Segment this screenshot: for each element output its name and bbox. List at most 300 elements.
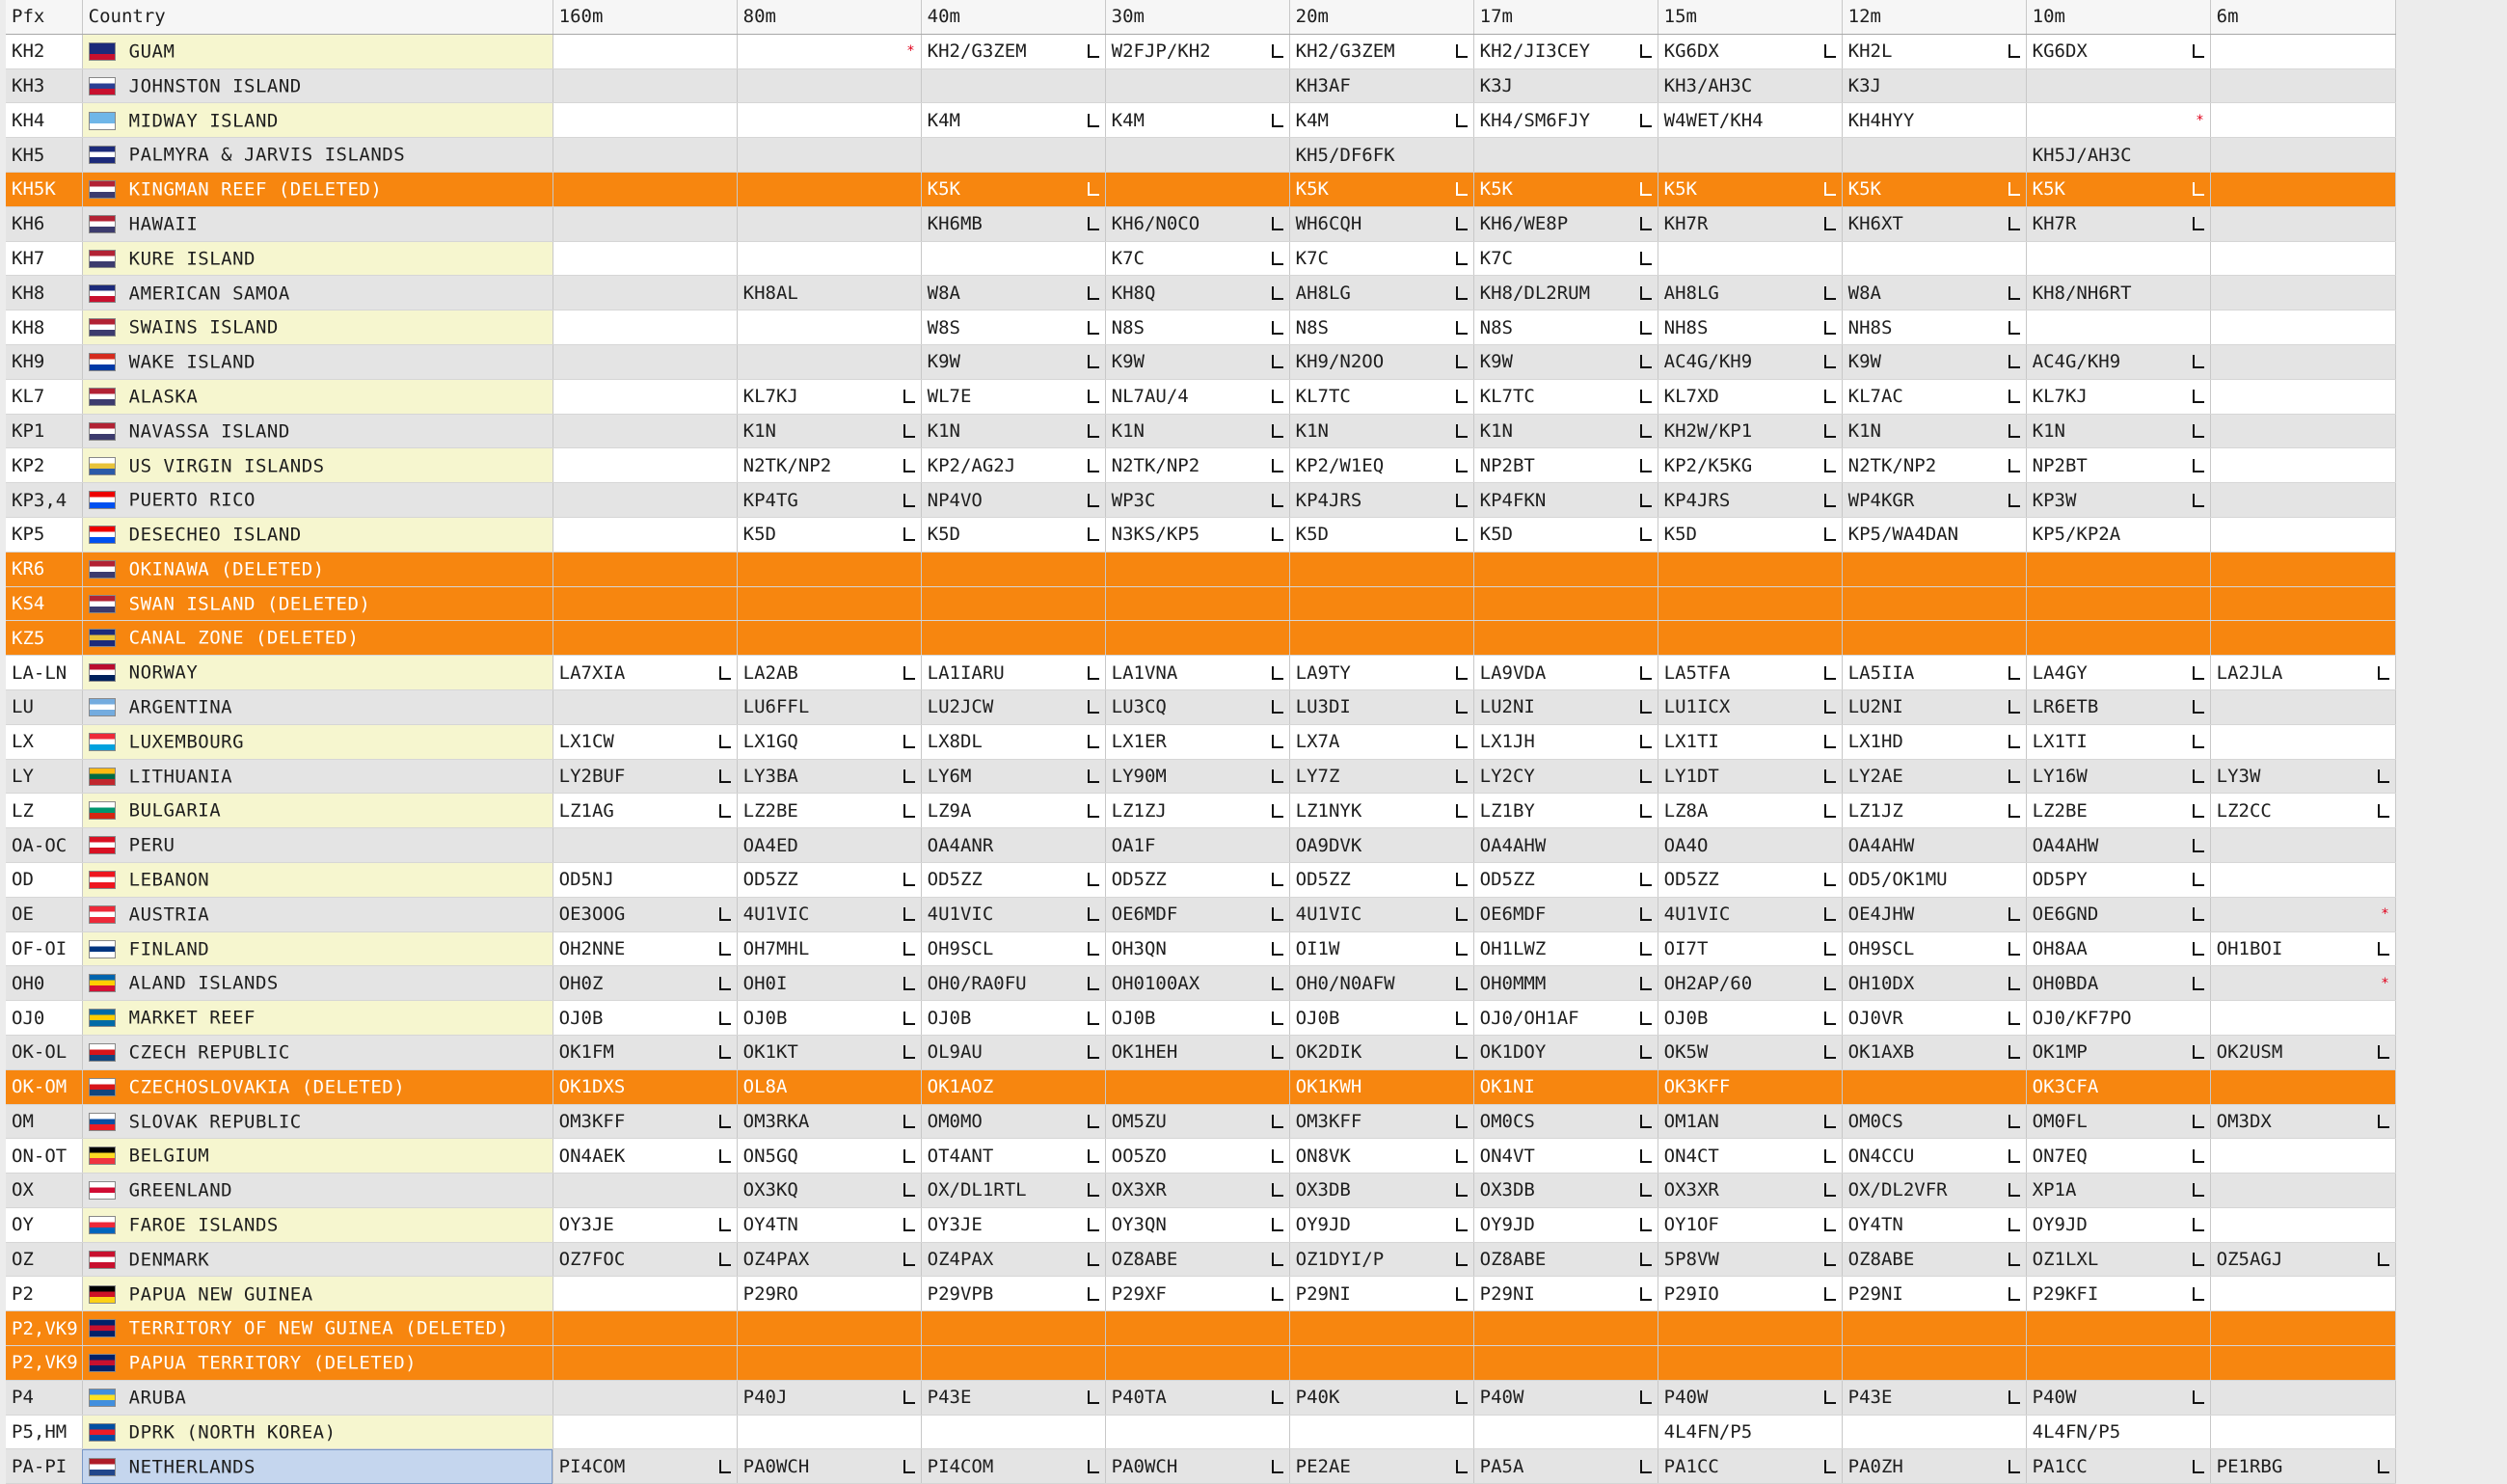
- band-cell-160m[interactable]: [553, 966, 737, 1001]
- band-cell-80m[interactable]: [737, 794, 921, 828]
- band-cell-17m[interactable]: [1473, 379, 1658, 414]
- band-cell-12m[interactable]: [1842, 1242, 2026, 1277]
- band-cell-17m[interactable]: [1473, 241, 1658, 276]
- prefix-cell[interactable]: KH5K: [6, 172, 82, 206]
- band-cell-12m[interactable]: [1842, 931, 2026, 966]
- band-cell-15m[interactable]: [1658, 689, 1842, 724]
- band-cell-6m[interactable]: [2210, 1035, 2395, 1069]
- country-cell[interactable]: [82, 759, 553, 794]
- column-header-10m[interactable]: 10m: [2026, 0, 2210, 34]
- band-cell-17m[interactable]: [1473, 897, 1658, 931]
- band-cell-15m[interactable]: [1658, 1242, 1842, 1277]
- band-cell-80m[interactable]: [737, 759, 921, 794]
- country-cell[interactable]: [82, 552, 553, 586]
- prefix-cell[interactable]: PA-PI: [6, 1449, 82, 1484]
- table-row[interactable]: [6, 1069, 2395, 1104]
- column-header-17m[interactable]: 17m: [1473, 0, 1658, 34]
- band-cell-80m[interactable]: [737, 724, 921, 759]
- band-cell-17m[interactable]: [1473, 1242, 1658, 1277]
- band-cell-10m[interactable]: [2026, 1449, 2210, 1484]
- band-cell-17m[interactable]: [1473, 1035, 1658, 1069]
- band-cell-6m[interactable]: [2210, 1069, 2395, 1104]
- band-cell-6m[interactable]: [2210, 724, 2395, 759]
- band-cell-6m[interactable]: [2210, 1380, 2395, 1415]
- band-cell-40m[interactable]: [921, 1346, 1105, 1381]
- band-cell-80m[interactable]: [737, 1069, 921, 1104]
- country-cell[interactable]: [82, 103, 553, 138]
- band-cell-160m[interactable]: [553, 1242, 737, 1277]
- band-cell-6m[interactable]: [2210, 828, 2395, 863]
- band-cell-30m[interactable]: [1105, 621, 1289, 656]
- band-cell-80m[interactable]: [737, 1207, 921, 1242]
- band-cell-80m[interactable]: [737, 414, 921, 448]
- band-cell-80m[interactable]: [737, 621, 921, 656]
- band-cell-20m[interactable]: [1289, 241, 1473, 276]
- band-cell-12m[interactable]: [1842, 1174, 2026, 1208]
- band-cell-160m[interactable]: [553, 689, 737, 724]
- band-cell-40m[interactable]: [921, 1380, 1105, 1415]
- band-cell-40m[interactable]: [921, 1415, 1105, 1449]
- band-cell-17m[interactable]: [1473, 1277, 1658, 1311]
- band-cell-30m[interactable]: [1105, 1380, 1289, 1415]
- band-cell-17m[interactable]: [1473, 689, 1658, 724]
- band-cell-10m[interactable]: [2026, 1139, 2210, 1174]
- band-cell-20m[interactable]: [1289, 552, 1473, 586]
- band-cell-40m[interactable]: [921, 794, 1105, 828]
- band-cell-15m[interactable]: [1658, 517, 1842, 552]
- prefix-cell[interactable]: KS4: [6, 586, 82, 621]
- band-cell-12m[interactable]: [1842, 103, 2026, 138]
- prefix-cell[interactable]: OJ0: [6, 1001, 82, 1036]
- table-row[interactable]: [6, 794, 2395, 828]
- band-cell-6m[interactable]: [2210, 621, 2395, 656]
- band-cell-160m[interactable]: [553, 1277, 737, 1311]
- band-cell-10m[interactable]: [2026, 241, 2210, 276]
- band-cell-20m[interactable]: [1289, 724, 1473, 759]
- prefix-cell[interactable]: OA-OC: [6, 828, 82, 863]
- band-cell-20m[interactable]: [1289, 34, 1473, 68]
- country-cell[interactable]: [82, 621, 553, 656]
- band-cell-40m[interactable]: [921, 206, 1105, 241]
- band-cell-17m[interactable]: [1473, 552, 1658, 586]
- prefix-cell[interactable]: OD: [6, 862, 82, 897]
- band-cell-160m[interactable]: [553, 34, 737, 68]
- country-cell[interactable]: [82, 138, 553, 173]
- band-cell-160m[interactable]: [553, 517, 737, 552]
- band-cell-17m[interactable]: [1473, 34, 1658, 68]
- band-cell-30m[interactable]: [1105, 1001, 1289, 1036]
- band-cell-6m[interactable]: [2210, 1001, 2395, 1036]
- table-row[interactable]: [6, 931, 2395, 966]
- band-cell-40m[interactable]: [921, 724, 1105, 759]
- band-cell-17m[interactable]: [1473, 103, 1658, 138]
- prefix-cell[interactable]: KZ5: [6, 621, 82, 656]
- country-cell[interactable]: [82, 241, 553, 276]
- band-cell-160m[interactable]: [553, 724, 737, 759]
- band-cell-20m[interactable]: [1289, 1001, 1473, 1036]
- band-cell-40m[interactable]: [921, 276, 1105, 310]
- band-cell-80m[interactable]: [737, 862, 921, 897]
- band-cell-17m[interactable]: [1473, 1001, 1658, 1036]
- column-header-30m[interactable]: 30m: [1105, 0, 1289, 34]
- band-cell-10m[interactable]: [2026, 759, 2210, 794]
- band-cell-80m[interactable]: [737, 103, 921, 138]
- band-cell-160m[interactable]: [553, 1415, 737, 1449]
- band-cell-40m[interactable]: [921, 1449, 1105, 1484]
- band-cell-12m[interactable]: [1842, 689, 2026, 724]
- prefix-cell[interactable]: KH8: [6, 310, 82, 345]
- column-header-160m[interactable]: 160m: [553, 0, 737, 34]
- country-cell[interactable]: [82, 68, 553, 103]
- table-row[interactable]: [6, 1001, 2395, 1036]
- band-cell-30m[interactable]: [1105, 414, 1289, 448]
- band-cell-15m[interactable]: [1658, 1174, 1842, 1208]
- band-cell-30m[interactable]: [1105, 1277, 1289, 1311]
- band-cell-17m[interactable]: [1473, 483, 1658, 518]
- band-cell-30m[interactable]: [1105, 206, 1289, 241]
- band-cell-17m[interactable]: [1473, 448, 1658, 483]
- country-cell[interactable]: [82, 724, 553, 759]
- band-cell-12m[interactable]: [1842, 138, 2026, 173]
- band-cell-30m[interactable]: [1105, 759, 1289, 794]
- band-cell-15m[interactable]: [1658, 931, 1842, 966]
- band-cell-12m[interactable]: [1842, 483, 2026, 518]
- band-cell-30m[interactable]: [1105, 483, 1289, 518]
- country-cell[interactable]: [82, 276, 553, 310]
- band-cell-17m[interactable]: [1473, 621, 1658, 656]
- band-cell-160m[interactable]: [553, 276, 737, 310]
- band-cell-17m[interactable]: [1473, 1174, 1658, 1208]
- table-row[interactable]: [6, 586, 2395, 621]
- band-cell-10m[interactable]: [2026, 483, 2210, 518]
- band-cell-10m[interactable]: [2026, 1035, 2210, 1069]
- band-cell-160m[interactable]: [553, 1104, 737, 1139]
- band-cell-6m[interactable]: [2210, 1311, 2395, 1346]
- prefix-cell[interactable]: KH3: [6, 68, 82, 103]
- band-cell-12m[interactable]: [1842, 448, 2026, 483]
- band-cell-12m[interactable]: [1842, 1311, 2026, 1346]
- band-cell-10m[interactable]: [2026, 276, 2210, 310]
- band-cell-30m[interactable]: [1105, 344, 1289, 379]
- band-cell-12m[interactable]: [1842, 379, 2026, 414]
- band-cell-17m[interactable]: [1473, 1069, 1658, 1104]
- band-cell-15m[interactable]: [1658, 759, 1842, 794]
- band-cell-6m[interactable]: [2210, 897, 2395, 931]
- band-cell-160m[interactable]: [553, 1346, 737, 1381]
- band-cell-80m[interactable]: [737, 206, 921, 241]
- band-cell-12m[interactable]: [1842, 344, 2026, 379]
- band-cell-80m[interactable]: [737, 138, 921, 173]
- table-row[interactable]: [6, 276, 2395, 310]
- band-cell-6m[interactable]: [2210, 344, 2395, 379]
- band-cell-17m[interactable]: [1473, 1346, 1658, 1381]
- band-cell-80m[interactable]: [737, 1174, 921, 1208]
- band-cell-80m[interactable]: [737, 276, 921, 310]
- band-cell-17m[interactable]: [1473, 172, 1658, 206]
- band-cell-20m[interactable]: [1289, 862, 1473, 897]
- band-cell-40m[interactable]: [921, 1311, 1105, 1346]
- band-cell-15m[interactable]: [1658, 138, 1842, 173]
- band-cell-160m[interactable]: [553, 379, 737, 414]
- band-cell-20m[interactable]: [1289, 1277, 1473, 1311]
- table-row[interactable]: [6, 1346, 2395, 1381]
- band-cell-80m[interactable]: [737, 966, 921, 1001]
- band-cell-12m[interactable]: [1842, 1346, 2026, 1381]
- band-cell-160m[interactable]: [553, 1449, 737, 1484]
- country-cell[interactable]: [82, 1311, 553, 1346]
- table-row[interactable]: [6, 448, 2395, 483]
- table-row[interactable]: [6, 862, 2395, 897]
- band-cell-80m[interactable]: [737, 379, 921, 414]
- band-cell-20m[interactable]: [1289, 1242, 1473, 1277]
- band-cell-15m[interactable]: [1658, 656, 1842, 690]
- band-cell-17m[interactable]: [1473, 1207, 1658, 1242]
- band-cell-10m[interactable]: [2026, 552, 2210, 586]
- band-cell-160m[interactable]: [553, 897, 737, 931]
- band-cell-80m[interactable]: [737, 172, 921, 206]
- band-cell-30m[interactable]: [1105, 1346, 1289, 1381]
- band-cell-10m[interactable]: [2026, 1207, 2210, 1242]
- band-cell-15m[interactable]: [1658, 448, 1842, 483]
- band-cell-80m[interactable]: [737, 1380, 921, 1415]
- band-cell-30m[interactable]: [1105, 931, 1289, 966]
- band-cell-30m[interactable]: [1105, 379, 1289, 414]
- band-cell-6m[interactable]: [2210, 379, 2395, 414]
- band-cell-160m[interactable]: [553, 621, 737, 656]
- band-cell-6m[interactable]: [2210, 1277, 2395, 1311]
- band-cell-6m[interactable]: [2210, 1139, 2395, 1174]
- country-cell[interactable]: [82, 828, 553, 863]
- column-header-15m[interactable]: 15m: [1658, 0, 1842, 34]
- band-cell-160m[interactable]: [553, 448, 737, 483]
- band-cell-20m[interactable]: [1289, 206, 1473, 241]
- band-cell-15m[interactable]: [1658, 897, 1842, 931]
- band-cell-160m[interactable]: [553, 1174, 737, 1208]
- band-cell-10m[interactable]: [2026, 379, 2210, 414]
- band-cell-17m[interactable]: [1473, 794, 1658, 828]
- band-cell-15m[interactable]: [1658, 621, 1842, 656]
- band-cell-40m[interactable]: [921, 34, 1105, 68]
- band-cell-10m[interactable]: [2026, 586, 2210, 621]
- country-cell[interactable]: [82, 414, 553, 448]
- band-cell-10m[interactable]: [2026, 448, 2210, 483]
- country-cell[interactable]: [82, 689, 553, 724]
- band-cell-10m[interactable]: [2026, 897, 2210, 931]
- band-cell-20m[interactable]: [1289, 344, 1473, 379]
- prefix-cell[interactable]: P2: [6, 1277, 82, 1311]
- band-cell-12m[interactable]: [1842, 276, 2026, 310]
- band-cell-30m[interactable]: [1105, 68, 1289, 103]
- prefix-cell[interactable]: KH7: [6, 241, 82, 276]
- table-row[interactable]: [6, 1139, 2395, 1174]
- band-cell-40m[interactable]: [921, 656, 1105, 690]
- band-cell-30m[interactable]: [1105, 276, 1289, 310]
- band-cell-10m[interactable]: [2026, 414, 2210, 448]
- band-cell-10m[interactable]: [2026, 1346, 2210, 1381]
- band-cell-160m[interactable]: [553, 483, 737, 518]
- band-cell-15m[interactable]: [1658, 379, 1842, 414]
- band-cell-80m[interactable]: [737, 586, 921, 621]
- band-cell-20m[interactable]: [1289, 1207, 1473, 1242]
- band-cell-40m[interactable]: [921, 1174, 1105, 1208]
- band-cell-10m[interactable]: [2026, 68, 2210, 103]
- band-cell-20m[interactable]: [1289, 1104, 1473, 1139]
- band-cell-20m[interactable]: [1289, 966, 1473, 1001]
- band-cell-15m[interactable]: [1658, 172, 1842, 206]
- band-cell-40m[interactable]: [921, 586, 1105, 621]
- band-cell-6m[interactable]: [2210, 172, 2395, 206]
- table-row[interactable]: [6, 759, 2395, 794]
- band-cell-160m[interactable]: [553, 656, 737, 690]
- country-cell[interactable]: [82, 1380, 553, 1415]
- band-cell-30m[interactable]: [1105, 586, 1289, 621]
- band-cell-80m[interactable]: [737, 1035, 921, 1069]
- band-cell-6m[interactable]: [2210, 656, 2395, 690]
- band-cell-30m[interactable]: [1105, 724, 1289, 759]
- prefix-cell[interactable]: KP1: [6, 414, 82, 448]
- prefix-cell[interactable]: KH8: [6, 276, 82, 310]
- band-cell-30m[interactable]: [1105, 656, 1289, 690]
- band-cell-160m[interactable]: [553, 828, 737, 863]
- band-cell-17m[interactable]: [1473, 68, 1658, 103]
- band-cell-12m[interactable]: [1842, 828, 2026, 863]
- band-cell-17m[interactable]: [1473, 1449, 1658, 1484]
- prefix-cell[interactable]: OM: [6, 1104, 82, 1139]
- band-cell-40m[interactable]: [921, 241, 1105, 276]
- band-cell-40m[interactable]: [921, 138, 1105, 173]
- column-header-20m[interactable]: 20m: [1289, 0, 1473, 34]
- band-cell-20m[interactable]: [1289, 517, 1473, 552]
- band-cell-20m[interactable]: [1289, 1449, 1473, 1484]
- band-cell-160m[interactable]: [553, 68, 737, 103]
- band-cell-15m[interactable]: [1658, 414, 1842, 448]
- band-cell-10m[interactable]: [2026, 1174, 2210, 1208]
- band-cell-12m[interactable]: [1842, 1277, 2026, 1311]
- table-row[interactable]: [6, 344, 2395, 379]
- band-cell-10m[interactable]: [2026, 1380, 2210, 1415]
- band-cell-20m[interactable]: [1289, 1069, 1473, 1104]
- band-cell-20m[interactable]: [1289, 689, 1473, 724]
- prefix-cell[interactable]: KH6: [6, 206, 82, 241]
- band-cell-17m[interactable]: [1473, 1311, 1658, 1346]
- band-cell-160m[interactable]: [553, 586, 737, 621]
- band-cell-30m[interactable]: [1105, 1104, 1289, 1139]
- band-cell-160m[interactable]: [553, 103, 737, 138]
- band-cell-30m[interactable]: [1105, 966, 1289, 1001]
- band-cell-80m[interactable]: [737, 448, 921, 483]
- band-cell-6m[interactable]: [2210, 1242, 2395, 1277]
- table-row[interactable]: [6, 138, 2395, 173]
- band-cell-10m[interactable]: [2026, 517, 2210, 552]
- band-cell-20m[interactable]: [1289, 1311, 1473, 1346]
- band-cell-12m[interactable]: [1842, 34, 2026, 68]
- band-cell-40m[interactable]: [921, 1139, 1105, 1174]
- country-cell[interactable]: [82, 931, 553, 966]
- band-cell-160m[interactable]: [553, 1001, 737, 1036]
- band-cell-160m[interactable]: [553, 1311, 737, 1346]
- band-cell-10m[interactable]: [2026, 862, 2210, 897]
- country-cell[interactable]: [82, 1001, 553, 1036]
- band-cell-10m[interactable]: [2026, 966, 2210, 1001]
- column-header-country[interactable]: Country: [82, 0, 553, 34]
- band-cell-80m[interactable]: [737, 68, 921, 103]
- band-cell-6m[interactable]: [2210, 448, 2395, 483]
- band-cell-15m[interactable]: [1658, 828, 1842, 863]
- band-cell-15m[interactable]: [1658, 310, 1842, 345]
- band-cell-10m[interactable]: [2026, 1001, 2210, 1036]
- table-row[interactable]: [6, 1242, 2395, 1277]
- band-cell-6m[interactable]: [2210, 689, 2395, 724]
- band-cell-40m[interactable]: [921, 759, 1105, 794]
- table-row[interactable]: [6, 1104, 2395, 1139]
- band-cell-20m[interactable]: [1289, 448, 1473, 483]
- table-row[interactable]: [6, 1207, 2395, 1242]
- band-cell-12m[interactable]: [1842, 586, 2026, 621]
- prefix-cell[interactable]: OH0: [6, 966, 82, 1001]
- band-cell-10m[interactable]: [2026, 172, 2210, 206]
- band-cell-12m[interactable]: [1842, 1415, 2026, 1449]
- band-cell-80m[interactable]: [737, 689, 921, 724]
- band-cell-80m[interactable]: [737, 1277, 921, 1311]
- band-cell-40m[interactable]: [921, 1001, 1105, 1036]
- band-cell-10m[interactable]: [2026, 1277, 2210, 1311]
- band-cell-15m[interactable]: [1658, 103, 1842, 138]
- column-header-pfx[interactable]: Pfx: [6, 0, 82, 34]
- table-row[interactable]: [6, 656, 2395, 690]
- band-cell-12m[interactable]: [1842, 862, 2026, 897]
- band-cell-15m[interactable]: [1658, 1346, 1842, 1381]
- band-cell-30m[interactable]: [1105, 448, 1289, 483]
- table-row[interactable]: [6, 1035, 2395, 1069]
- band-cell-160m[interactable]: [553, 241, 737, 276]
- band-cell-15m[interactable]: [1658, 1035, 1842, 1069]
- prefix-cell[interactable]: KL7: [6, 379, 82, 414]
- band-cell-17m[interactable]: [1473, 414, 1658, 448]
- country-cell[interactable]: [82, 1449, 553, 1484]
- band-cell-15m[interactable]: [1658, 1415, 1842, 1449]
- band-cell-160m[interactable]: [553, 414, 737, 448]
- country-cell[interactable]: [82, 656, 553, 690]
- band-cell-15m[interactable]: [1658, 1277, 1842, 1311]
- band-cell-30m[interactable]: [1105, 310, 1289, 345]
- band-cell-6m[interactable]: [2210, 68, 2395, 103]
- band-cell-10m[interactable]: [2026, 656, 2210, 690]
- band-cell-15m[interactable]: [1658, 206, 1842, 241]
- band-cell-17m[interactable]: [1473, 344, 1658, 379]
- prefix-cell[interactable]: OE: [6, 897, 82, 931]
- country-cell[interactable]: [82, 1035, 553, 1069]
- band-cell-12m[interactable]: [1842, 68, 2026, 103]
- band-cell-80m[interactable]: [737, 517, 921, 552]
- band-cell-20m[interactable]: [1289, 379, 1473, 414]
- table-row[interactable]: [6, 241, 2395, 276]
- band-cell-15m[interactable]: [1658, 1069, 1842, 1104]
- band-cell-30m[interactable]: [1105, 1207, 1289, 1242]
- table-row[interactable]: [6, 1277, 2395, 1311]
- band-cell-30m[interactable]: [1105, 1415, 1289, 1449]
- band-cell-160m[interactable]: [553, 1035, 737, 1069]
- prefix-cell[interactable]: KH2: [6, 34, 82, 68]
- column-header-80m[interactable]: 80m: [737, 0, 921, 34]
- band-cell-160m[interactable]: [553, 1380, 737, 1415]
- band-cell-40m[interactable]: [921, 828, 1105, 863]
- band-cell-12m[interactable]: [1842, 759, 2026, 794]
- band-cell-10m[interactable]: [2026, 828, 2210, 863]
- band-cell-160m[interactable]: [553, 1207, 737, 1242]
- band-cell-10m[interactable]: [2026, 344, 2210, 379]
- band-cell-15m[interactable]: [1658, 794, 1842, 828]
- band-cell-80m[interactable]: [737, 483, 921, 518]
